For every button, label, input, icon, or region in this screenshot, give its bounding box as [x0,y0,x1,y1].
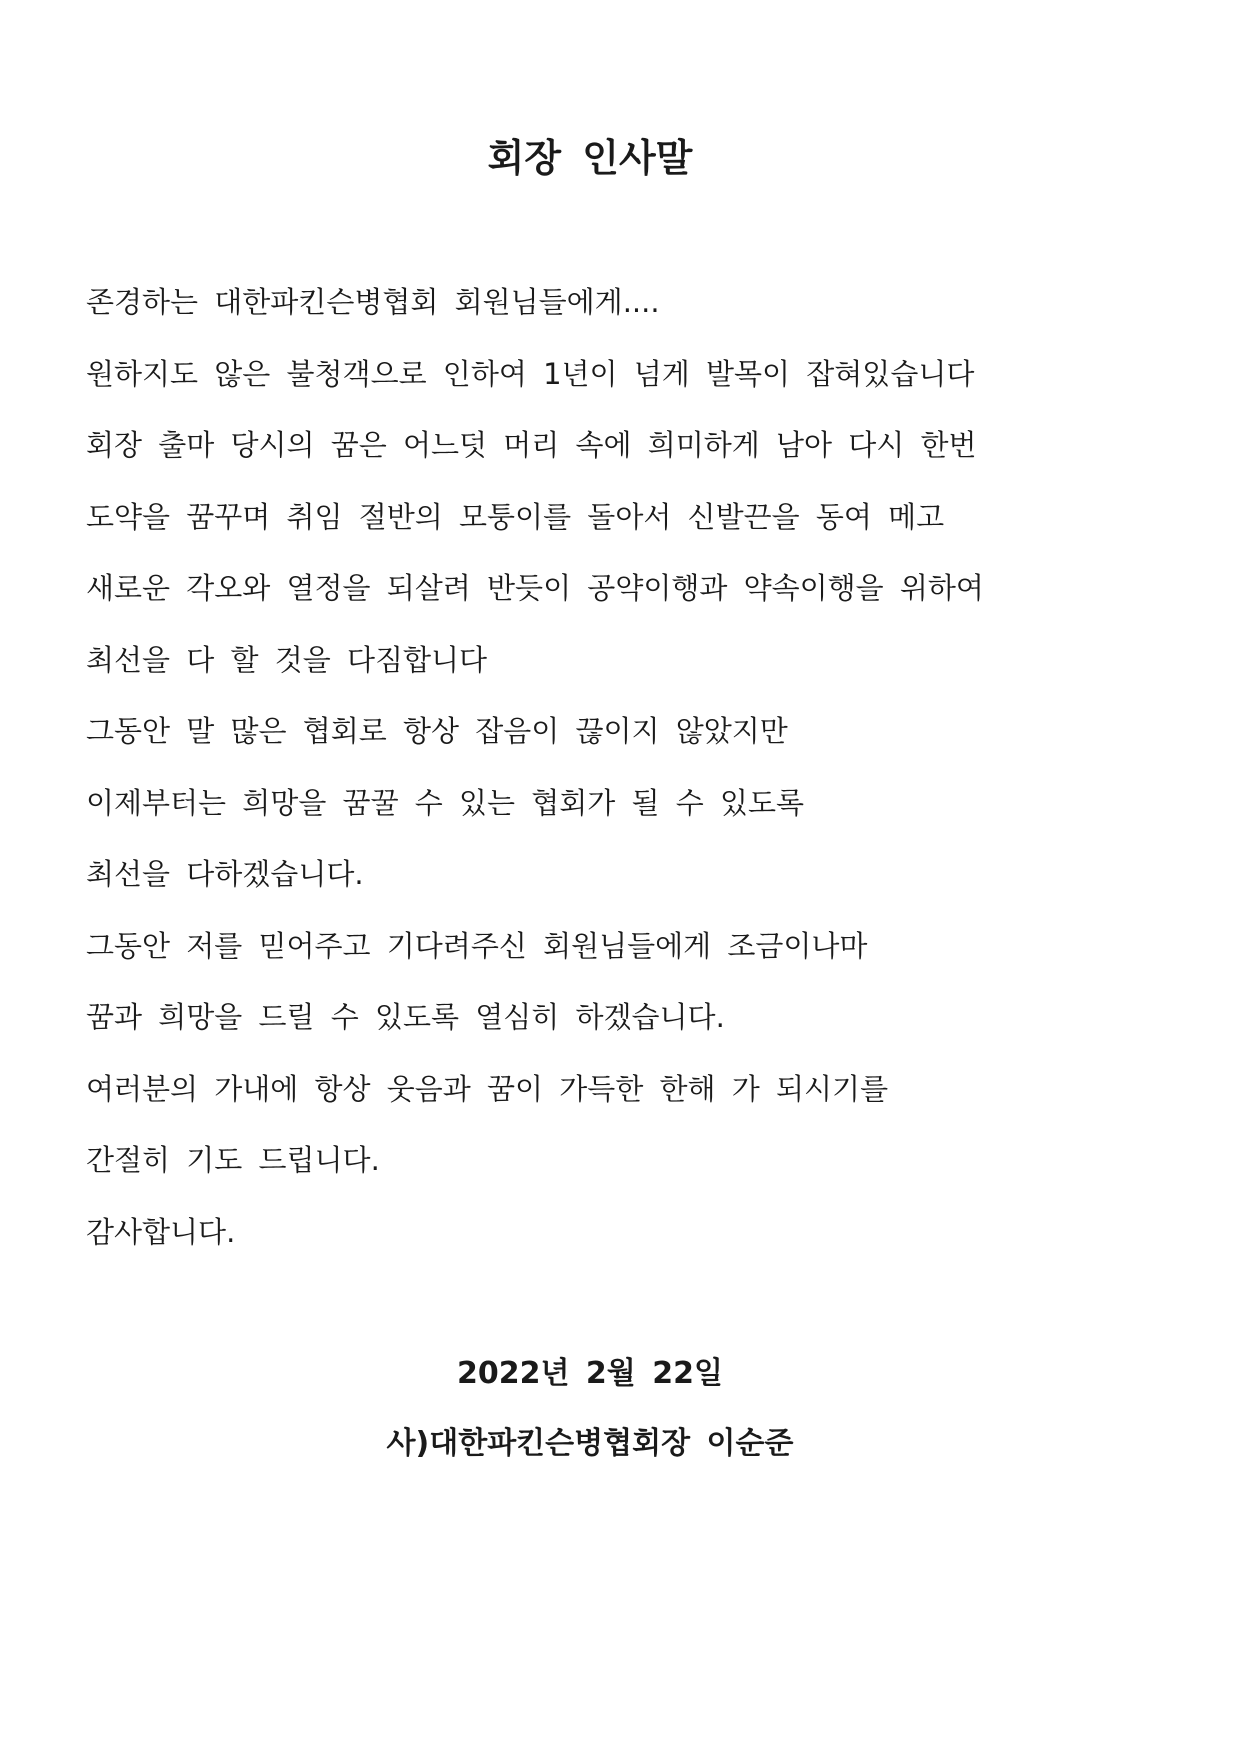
letter-line: 감사합니다. [86,1214,236,1249]
letter-line: 그동안 말 많은 협회로 항상 잡음이 끊이지 않았지만 [86,714,788,748]
letter-line: 그동안 저를 믿어주고 기다려주신 회원님들에게 조금이나마 [86,928,868,963]
letter-body [86,282,1186,1283]
letter-line: 꿈과 희망을 드릴 수 있도록 열심히 하겠습니다. [86,1000,725,1034]
letter-date: 2022년 2월 22일 [457,1356,723,1391]
letter-line: 새로운 각오와 열정을 되살려 반듯이 공약이행과 약속이행을 위하여 [86,571,984,605]
letter-line: 도약을 꿈꾸며 취임 절반의 모퉁이를 돌아서 신발끈을 동여 메고 [86,499,945,534]
letter-signature: 사)대한파킨슨병협회장 이순준 [386,1426,794,1461]
letter-line: 이제부터는 희망을 꿈꿀 수 있는 협회가 될 수 있도록 [86,785,805,820]
letter-line: 회장 출마 당시의 꿈은 어느덧 머리 속에 희미하게 남아 다시 한번 [86,428,977,462]
letter-line: 간절히 기도 드립니다. [86,1143,380,1177]
letter-line: 여러분의 가내에 항상 웃음과 꿈이 가득한 한해 가 되시기를 [86,1071,889,1106]
letter-line: 최선을 다하겠습니다. [86,857,364,891]
letter-line: 존경하는 대한파킨슨병협회 회원님들에게.... [86,285,660,319]
letter-line: 최선을 다 할 것을 다짐합니다 [86,642,488,677]
document-title: 회장 인사말 [487,136,693,180]
letter-line: 원하지도 않은 불청객으로 인하여 1년이 넘게 발목이 잡혀있습니다 [86,356,975,391]
